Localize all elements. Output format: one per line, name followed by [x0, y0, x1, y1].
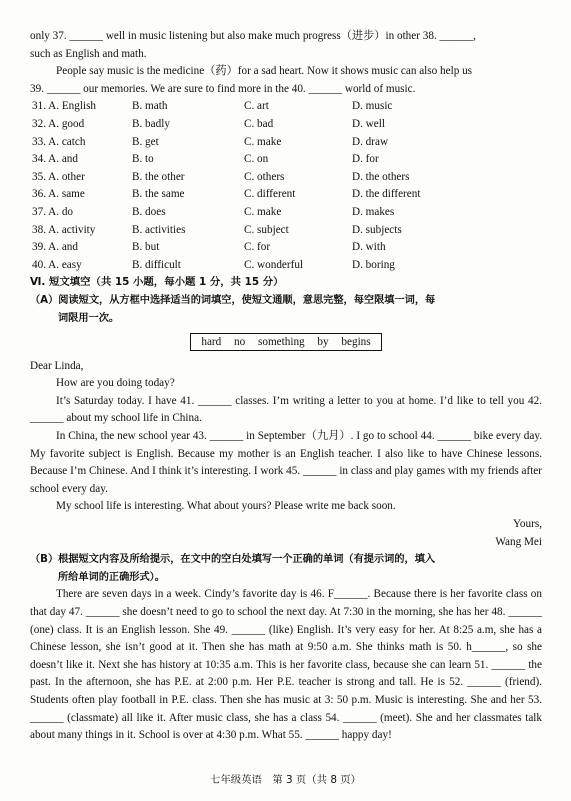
option-b: B. but	[132, 241, 160, 254]
letter-paragraph: My school life is interesting. What about yours? Please write me back soon.	[56, 500, 396, 513]
option-d: D. music	[352, 100, 393, 113]
option-d: D. the different	[352, 188, 421, 201]
part-b-instructions	[30, 551, 542, 586]
option-b: B. get	[132, 135, 159, 148]
passage-line: such as English and math.	[30, 47, 147, 60]
letter-paragraph: In China, the new school year 43. ______ in September（九月）. I go to school 44. ______ bike every day. My favorite subject is English. Because my mother is an English teacher. I also like to have Chinese lessons. Because I’m Chinese. And I think it’s interesting. I work 45. ______ in class and play games with my friends after school every day.	[30, 430, 542, 495]
word-box-wrapper	[30, 333, 542, 352]
option-c: C. different	[244, 188, 296, 201]
option-a: 37. A. do	[32, 205, 74, 218]
option-b: B. to	[132, 153, 154, 166]
option-b: B. activities	[132, 223, 186, 236]
option-a: 32. A. good	[32, 117, 85, 130]
option-b: B. math	[132, 100, 168, 113]
passage-line: 39. ______ our memories. We are sure to find more in the 40. ______ world of music.	[30, 82, 416, 95]
letter-greeting: Dear Linda,	[30, 359, 84, 372]
option-c: C. make	[244, 135, 282, 148]
option-a: 39. A. and	[32, 241, 78, 254]
option-c: C. art	[244, 100, 269, 113]
option-d: D. makes	[352, 205, 395, 218]
letter-paragraph: How are you doing today?	[56, 377, 175, 390]
options-list	[32, 98, 542, 274]
instruction-line: （A）阅读短文，从方框中选择适当的词填空，使短文通顺，意思完整，每空限填一词，每	[30, 294, 436, 306]
option-b: B. the other	[132, 170, 185, 183]
option-c: C. make	[244, 205, 282, 218]
option-a: 40. A. easy	[32, 258, 82, 271]
option-d: D. for	[352, 153, 379, 166]
part-a-instructions	[30, 292, 542, 327]
option-d: D. well	[352, 117, 385, 130]
instruction-line: （B）根据短文内容及所给提示，在文中的空白处填写一个正确的单词（有提示词的，填入	[30, 554, 436, 566]
option-d: D. subjects	[352, 223, 402, 236]
option-b: B. difficult	[132, 258, 181, 271]
instruction-line: 所给单词的正确形式）。	[58, 571, 165, 583]
option-b: B. badly	[132, 117, 170, 130]
word-box: hard no something by begins	[190, 333, 381, 351]
option-c: C. for	[244, 241, 271, 254]
letter-signature: Wang Mei	[495, 535, 542, 548]
option-d: D. boring	[352, 258, 395, 271]
passage-line: People say music is the medicine（药）for a sad heart. Now it shows music can also help us	[56, 65, 473, 78]
section-heading: Ⅵ. 短文填空（共 15 小题，每小题 1 分，共 15 分）	[30, 276, 284, 289]
instruction-line: 词限用一次。	[58, 312, 120, 324]
option-a: 31. A. English	[32, 100, 97, 113]
option-b: B. the same	[132, 188, 185, 201]
option-a: 36. A. same	[32, 188, 85, 201]
option-b: B. does	[132, 205, 166, 218]
option-c: C. on	[244, 153, 269, 166]
option-a: 35. A. other	[32, 170, 85, 183]
part-b-passage: There are seven days in a week. Cindy’s favorite day is 46. F______. Because there is her favorite class on that day 47. ______ she doesn’t need to go to school the next day. At 7:30 in the morning, she has her 48. ______ (one) class. It is an English lesson. She 49. ______ (like) English. It’s very easy for her. At 8:25 a.m, she has a Chinese lesson, she isn’t good at it. Then she has math at 9:50 a.m. She thinks math is 50. h______, so she doesn’t like it. Next she has history at 10:35 a.m. This is her favorite class, because she can learn 51. ______ the past. In the afternoon, she has P.E. at 2:00 p.m. Her P.E. teacher is strong and tall. He is 52. ______ (friend). Students often play football in P.E. class. Then she has music at 3: 50 p.m. Music is interesting. She and her 53. ______ (classmate) all like it. After music class, she has a class 54. ______ (meet). She and her classmates talk about many things in it. School is over at 4:30 p.m. What 55. ______ happy day!	[30, 588, 542, 742]
option-c: C. bad	[244, 117, 274, 130]
passage-line: only 37. ______ well in music listening but also make much progress（进步）in other 38. ______,	[30, 30, 476, 42]
option-a: 33. A. catch	[32, 135, 86, 148]
option-d: D. with	[352, 241, 386, 254]
option-c: C. others	[244, 170, 285, 183]
letter-paragraph: It’s Saturday today. I have 41. ______ classes. I’m writing a letter to you at home. I’d like to tell you 42. ______ about my school life in China.	[30, 394, 542, 425]
option-d: D. the others	[352, 170, 410, 183]
option-c: C. subject	[244, 223, 289, 236]
letter-closing: Yours,	[512, 518, 542, 531]
page-footer: 七年级英语 第 3 页（共 8 页）	[209, 774, 362, 786]
option-a: 34. A. and	[32, 153, 78, 166]
exam-page	[30, 28, 542, 745]
option-c: C. wonderful	[244, 258, 304, 271]
option-a: 38. A. activity	[32, 223, 96, 236]
option-d: D. draw	[352, 135, 389, 148]
